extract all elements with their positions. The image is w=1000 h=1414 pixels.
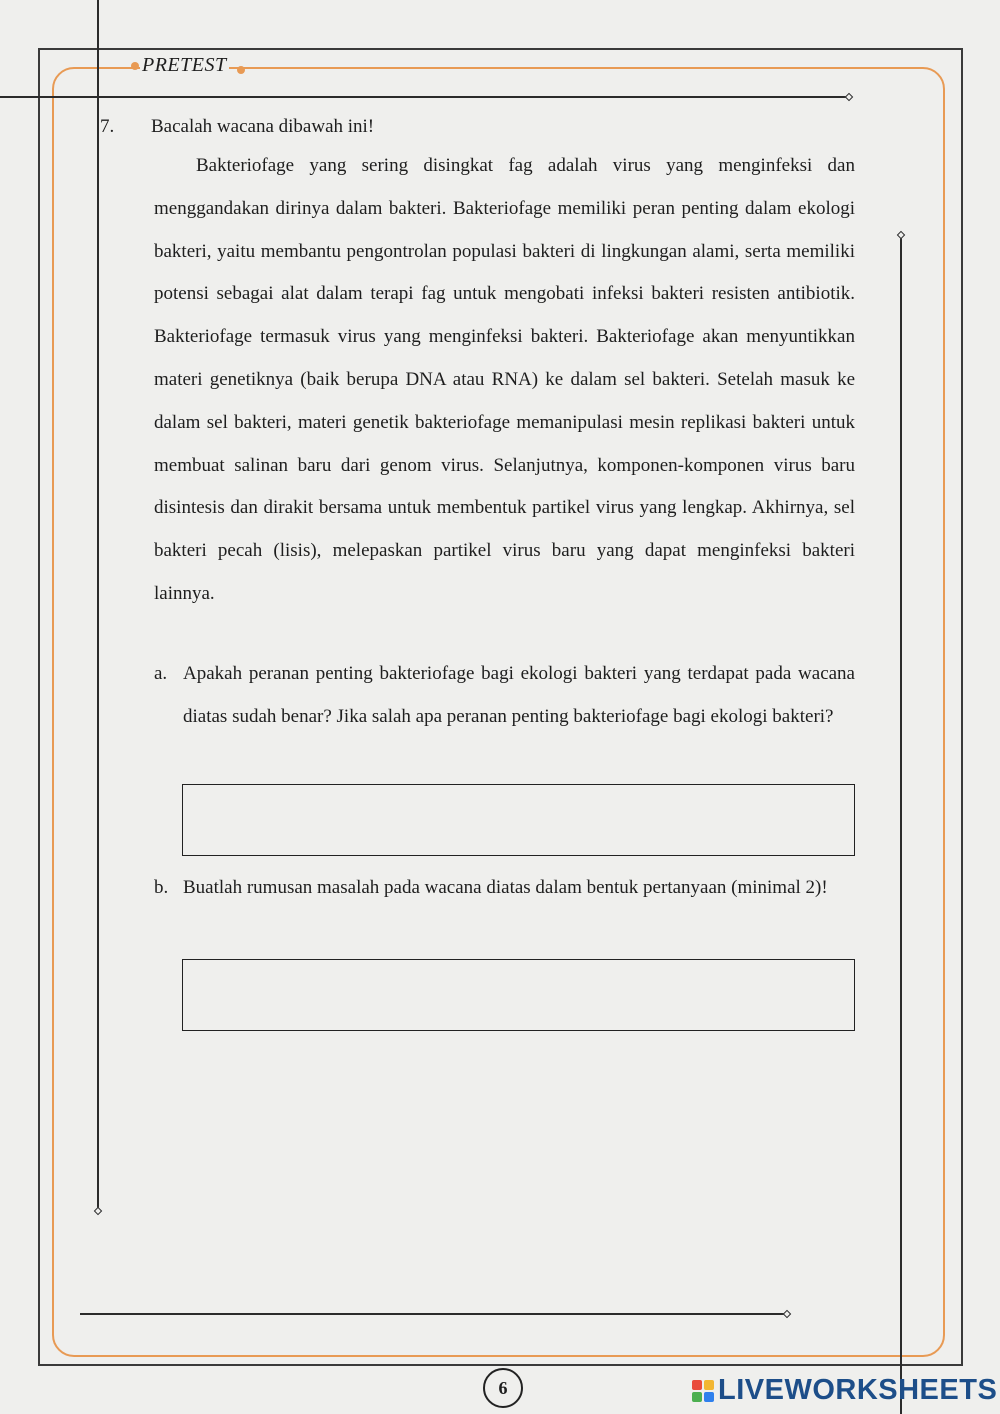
- answer-box-a[interactable]: [182, 784, 855, 856]
- top-horizontal-line: [0, 96, 848, 98]
- logo-square-v: [692, 1392, 702, 1402]
- header-dot-right: [237, 66, 245, 74]
- sub-question-b-text: Buatlah rumusan masalah pada wacana diatas dalam bentuk pertanyaan (minimal 2)!: [183, 877, 828, 898]
- liveworksheets-brand-text: LIVEWORKSHEETS: [718, 1374, 998, 1406]
- reading-passage: Bakteriofage yang sering disingkat fag adalah virus yang menginfeksi dan menggandakan dirinya dalam bakteri. Bakteriofage memiliki peran penting dalam ekologi bakteri, yaitu membantu pengontrolan populasi bakteri di lingkungan alami, serta memiliki potensi sebagai alat dalam terapi fag untuk mengobati infeksi bakteri resisten antibiotik. Bakteriofage termasuk virus yang menginfeksi bakteri. Bakteriofage akan menyuntikkan materi genetiknya (baik berupa DNA atau RNA) ke dalam sel bakteri. Setelah masuk ke dalam sel bakteri, materi genetik bakteriofage memanipulasi mesin replikasi bakteri untuk membuat salinan baru dari genom virus. Selanjutnya, komponen-komponen virus baru disintesis dan dirakit bersama untuk membentuk partikel virus yang lengkap. Akhirnya, sel bakteri pecah (lisis), melepaskan partikel virus baru yang dapat menginfeksi bakteri lainnya.: [154, 155, 855, 604]
- header-dot-left: [131, 62, 139, 70]
- logo-square-i: [704, 1380, 714, 1390]
- header-label: PRETEST: [142, 54, 227, 76]
- question-intro: Bacalah wacana dibawah ini!: [151, 116, 375, 137]
- sub-question-a: [154, 652, 855, 738]
- logo-square-l: [692, 1380, 702, 1390]
- right-vertical-line: [900, 238, 902, 1414]
- answer-box-b[interactable]: [182, 959, 855, 1031]
- sub-question-a-text: Apakah peranan penting bakteriofage bagi ekologi bakteri yang terdapat pada wacana diatas sudah benar? Jika salah apa peranan penting bakteriofage bagi ekologi bakteri?: [183, 663, 855, 727]
- page-number: 6: [483, 1368, 523, 1408]
- left-vertical-line: [97, 0, 99, 1210]
- sub-question-b: [154, 866, 855, 909]
- liveworksheets-logo[interactable]: [692, 1374, 997, 1407]
- bottom-horizontal-line: [80, 1313, 786, 1315]
- logo-square-e: [704, 1392, 714, 1402]
- sub-question-a-letter: a.: [154, 663, 168, 684]
- liveworksheets-logo-icon: [692, 1380, 714, 1402]
- question-number: 7.: [100, 116, 115, 137]
- sub-question-b-letter: b.: [154, 877, 169, 898]
